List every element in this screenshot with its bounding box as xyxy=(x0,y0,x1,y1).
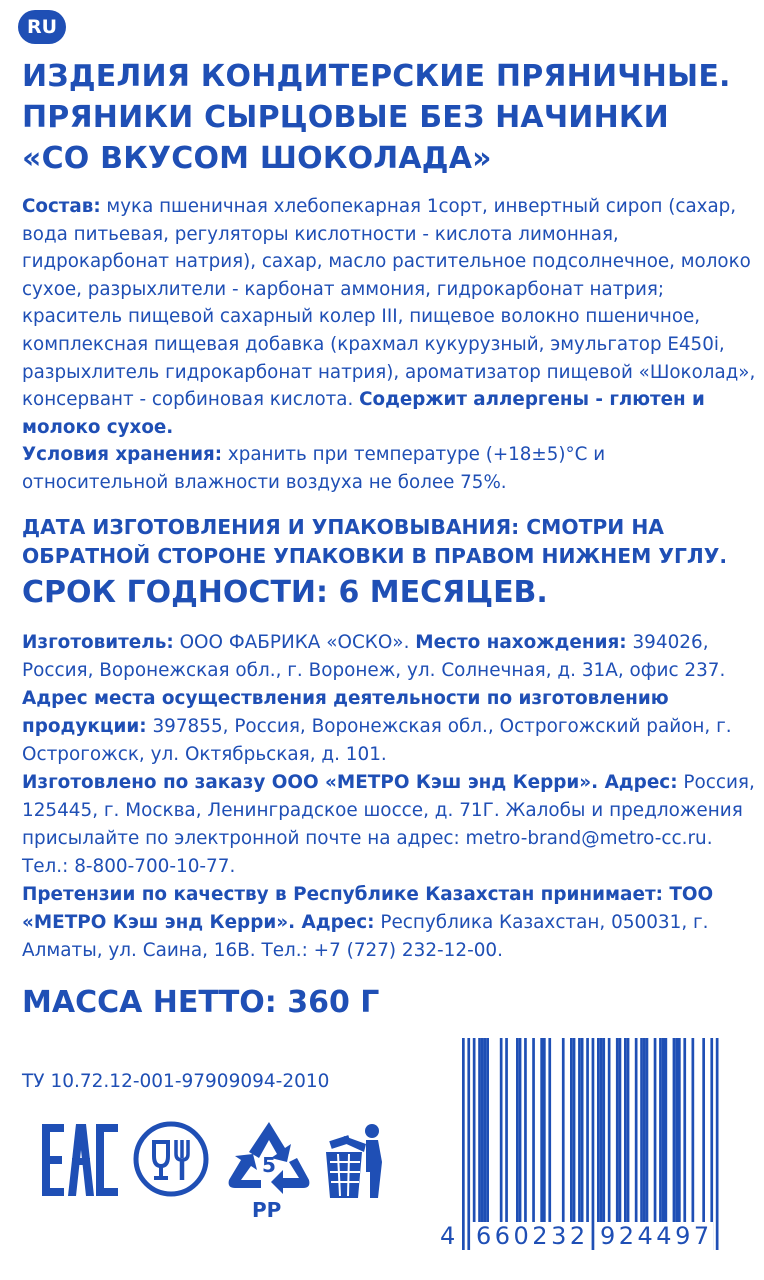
ordered-by-text: Россия, 125445, г. Москва, Ленинградское шоссе, д. 71Г. Жалобы и предложения присылайте по электронной почте на адрес: metro-brand@metro-cc.ru. Тел.: 8-800-700-10-77. xyxy=(22,772,755,877)
barcode-bar xyxy=(586,1038,589,1250)
shelf-life: СРОК ГОДНОСТИ: 6 МЕСЯЦЕВ. xyxy=(22,575,548,610)
barcode-bar xyxy=(570,1038,573,1222)
production-label: Адрес места осуществления деятельности по изготовлению продукции: xyxy=(22,688,669,737)
barcode-bar xyxy=(473,1038,476,1222)
product-title xyxy=(22,56,752,179)
barcode-bar xyxy=(548,1038,551,1222)
barcode-bar xyxy=(635,1038,638,1222)
barcode-bar xyxy=(675,1038,678,1222)
barcode-bar xyxy=(500,1038,503,1222)
manufacturer-block xyxy=(22,629,762,965)
title-line: «СО ВКУСОМ ШОКОЛАДА» xyxy=(22,141,492,176)
storage-text: хранить при температуре (+18±5)°С и относительной влажности воздуха не более 75%. xyxy=(22,444,606,493)
storage-label: Условия хранения: xyxy=(22,444,223,466)
barcode-bar xyxy=(519,1038,522,1222)
barcode-bar xyxy=(524,1038,527,1222)
barcode-bar xyxy=(665,1038,668,1222)
barcode-bar xyxy=(710,1038,713,1250)
net-mass: МАССА НЕТТО: 360 Г xyxy=(22,985,380,1020)
barcode-bar xyxy=(640,1038,643,1222)
ordered-by-label: Изготовлено по заказу ООО «МЕТРО Кэш энд Керри». Адрес: xyxy=(22,772,678,793)
barcode-bar xyxy=(678,1038,681,1222)
barcode-bar xyxy=(532,1038,535,1222)
barcode-bar xyxy=(702,1038,705,1222)
barcode-bar xyxy=(505,1038,508,1222)
location-text: 394026, Россия, Воронежская обл., г. Воронеж, ул. Солнечная, д. 31А, офис 237. xyxy=(22,632,726,681)
barcode-bar xyxy=(643,1038,646,1222)
barcode-first-digit: 4 xyxy=(440,1222,456,1250)
recycle-material: PP xyxy=(252,1198,282,1222)
production-text: 397855, Россия, Воронежская обл., Острогожский район, г. Острогожск, ул. Октябрьская, д. 101. xyxy=(22,716,732,765)
barcode-bar xyxy=(597,1038,600,1222)
composition-text: мука пшеничная хлебопекарная 1сорт, инвертный сироп (сахар, вода питьевая, регуляторы кислотности - кислота лимонная, гидрокарбонат натрия), сахар, масло растительное подсолнечное, молоко сухое, разрыхлители - карбонат аммония, гидрокарбонат натрия; краситель пищевой сахарный колер III, пищевое волокно пшеничное, комплексная пищевая добавка (крахмал кукурузный, эмульгатор Е450i, разрыхлитель гидрокарбонат натрия), ароматизатор пищевой «Шоколад», консервант - сорбиновая кислота. xyxy=(22,196,756,411)
barcode-group-right: 924497 xyxy=(600,1222,713,1250)
tech-spec-code: ТУ 10.72.12-001-97909094-2010 xyxy=(22,1071,330,1092)
barcode-group-left: 660232 xyxy=(476,1222,589,1250)
barcode-bar xyxy=(462,1038,465,1250)
barcode-bar xyxy=(543,1038,546,1222)
barcode-bar xyxy=(600,1038,603,1222)
barcode-bar xyxy=(627,1038,630,1222)
food-safe-icon xyxy=(132,1120,210,1198)
recycle-icon xyxy=(225,1118,313,1196)
barcode-bar xyxy=(592,1038,595,1250)
composition-label: Состав: xyxy=(22,196,101,217)
barcode-bar xyxy=(602,1038,605,1222)
barcode-bar xyxy=(646,1038,649,1222)
language-badge: RU xyxy=(18,10,66,44)
barcode-bar xyxy=(562,1038,565,1222)
tidyman-bin-icon xyxy=(320,1122,392,1202)
barcode-bar xyxy=(624,1038,627,1222)
barcode-bar xyxy=(608,1038,611,1222)
barcode-bar xyxy=(662,1038,665,1222)
manufacturer-name: ООО ФАБРИКА «ОСКО». xyxy=(173,632,416,653)
title-line: ПРЯНИКИ СЫРЦОВЫЕ БЕЗ НАЧИНКИ xyxy=(22,100,669,135)
barcode-bar xyxy=(540,1038,543,1222)
barcode-bar xyxy=(619,1038,622,1222)
barcode-bar xyxy=(484,1038,487,1222)
barcode-bar xyxy=(692,1038,695,1222)
production-date-note: ДАТА ИЗГОТОВЛЕНИЯ И УПАКОВЫВАНИЯ: СМОТРИ НА ОБРАТНОЙ СТОРОНЕ УПАКОВКИ В ПРАВОМ НИЖНЕМ УГЛУ. xyxy=(22,515,728,568)
barcode-bar xyxy=(716,1038,719,1250)
composition-block xyxy=(22,193,757,497)
allergen-note: Содержит аллергены - глютен и молоко сухое. xyxy=(22,389,705,438)
barcode-bar xyxy=(573,1038,576,1222)
barcode-bar xyxy=(481,1038,484,1222)
barcode-bar xyxy=(616,1038,619,1222)
barcode-bar xyxy=(654,1038,657,1222)
barcode-bar xyxy=(467,1038,470,1250)
barcode-bar xyxy=(683,1038,686,1222)
recycle-number: 5 xyxy=(262,1153,276,1177)
kz-claims-text: Республика Казахстан, 050031, г. Алматы, ул. Саина, 16В. Тел.: +7 (727) 232-12-00. xyxy=(22,912,709,961)
barcode-bar xyxy=(516,1038,519,1222)
manufacturer-label: Изготовитель: xyxy=(22,632,174,653)
barcode-bar xyxy=(581,1038,584,1222)
barcode-bar xyxy=(486,1038,489,1222)
location-label: Место нахождения: xyxy=(415,632,627,653)
title-line: ИЗДЕЛИЯ КОНДИТЕРСКИЕ ПРЯНИЧНЫЕ. xyxy=(22,59,731,94)
eac-mark-icon xyxy=(40,1120,120,1200)
barcode-bar xyxy=(673,1038,676,1222)
barcode-bar xyxy=(659,1038,662,1222)
barcode-bar xyxy=(578,1038,581,1222)
kz-claims-label: Претензии по качеству в Республике Казахстан принимает: ТОО «МЕТРО Кэш энд Керри». Адрес: xyxy=(22,884,714,933)
barcode-bar xyxy=(478,1038,481,1222)
